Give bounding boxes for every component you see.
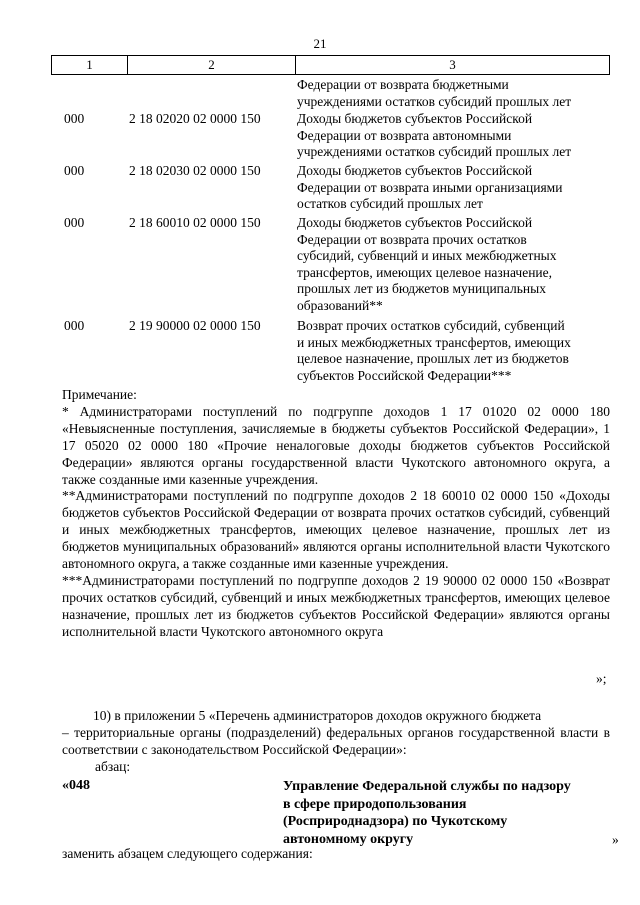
text-line: Возврат прочих остатков субсидий, субвенций [297,318,565,333]
text-line: субъектов Российской Федерации*** [297,367,512,383]
header-col-2: 2 [128,56,296,75]
revenue-code: 2 18 60010 02 0000 150 [129,215,261,230]
revenue-name [297,318,607,384]
text-line: образований** [297,297,383,313]
closing-quote: »; [596,671,607,686]
text-line: Федерации от возврата иными организациями [297,179,563,195]
revenue-code: 2 18 02030 02 0000 150 [129,163,261,178]
revenue-name [297,111,607,161]
paragraph-rest: – территориальные органы (подразделений) федеральных органов государственной власти в соответствии с законодательством Российской Федерации»: [62,725,610,757]
text-line: в сфере природопользования [283,796,467,812]
header-col-3: 3 [296,56,610,75]
text-line: Доходы бюджетов субъектов Российской [297,163,533,178]
note-item: **Администраторами поступлений по подгруппе доходов 2 18 60010 02 0000 150 «Доходы бюджетов субъектов Российской Федерации от возврата прочих остатков субсидий, субвенций и иных межбюджетных трансфертов, имеющих целевое назначение, прошлых лет из бюджетов муниципальных образований» являются органы исполнительной власти Чукотского автономного округа, а также созданные ими казенные учреждения. [62,488,610,572]
text-line: и иных межбюджетных трансфертов, имеющих [297,334,571,350]
text-line: целевое назначение, прошлых лет из бюджетов [297,351,569,366]
text-line: остатков субсидий прошлых лет [297,196,483,211]
page-number: 21 [313,36,327,51]
table-header [51,55,610,75]
paragraph-10 [62,707,610,758]
admin-code-bold: «048 [62,778,90,793]
text-line: Федерации от возврата автономными [297,127,512,143]
text-line: Федерации от возврата бюджетными [297,77,509,92]
text-line: Доходы бюджетов субъектов Российской [297,215,533,230]
notes-heading: Примечание: [62,387,137,402]
text-line: субсидий, субвенций и иных межбюджетных [297,248,557,263]
text-line: трансфертов, имеющих целевое назначение, [297,264,553,280]
text-line: прошлых лет из бюджетов муниципальных [297,281,546,296]
admin-code: 000 [64,163,85,178]
text-line: автономному округу [283,831,414,847]
header-col-1: 1 [52,56,128,75]
text-line: учреждениями остатков субсидий прошлых лет [297,144,572,159]
text-line: Доходы бюджетов субъектов Российской [297,111,533,126]
revenue-code: 2 18 02020 02 0000 150 [129,111,261,126]
note-item: * Администраторами поступлений по подгруппе доходов 1 17 01020 02 0000 180 «Невыясненные поступления, зачисляемые в бюджеты субъектов Российской Федерации», 1 17 05020 02 0000 180 «Прочие неналоговые доходы бюджетов субъектов Российской Федерации» являются органы государственной власти Чукотского автономного округа, а также созданные ими казенные учреждения. [62,403,610,487]
text-line: Управление Федеральной службы по надзору [283,779,571,794]
text-line: Федерации от возврата прочих остатков [297,231,527,247]
organization-name [283,778,603,848]
abzac-label: абзац: [95,759,131,774]
revenue-name [297,215,607,314]
notes-section [62,387,610,641]
admin-code: 000 [64,111,85,126]
note-item: ***Администраторами поступлений по подгруппе доходов 2 19 90000 02 0000 150 «Возврат прочих остатков субсидий, субвенций и иных межбюджетных трансфертов, имеющих целевое назначение, прошлых лет из бюджетов субъектов Российской Федерации» являются органы исполнительной власти Чукотского автономного округа [62,572,610,639]
continuation-text [297,77,607,110]
paragraph-line: 10) в приложении 5 «Перечень администраторов доходов окружного бюджета [93,708,542,723]
admin-code: 000 [64,318,85,333]
revenue-name [297,163,607,213]
revenue-code: 2 19 90000 02 0000 150 [129,318,261,333]
text-line: учреждениями остатков субсидий прошлых лет [297,93,572,109]
text-line: (Росприроднадзора) по Чукотскому [283,814,508,829]
replace-instruction: заменить абзацем следующего содержания: [62,846,313,861]
admin-code: 000 [64,215,85,230]
closing-quote: » [612,832,619,847]
